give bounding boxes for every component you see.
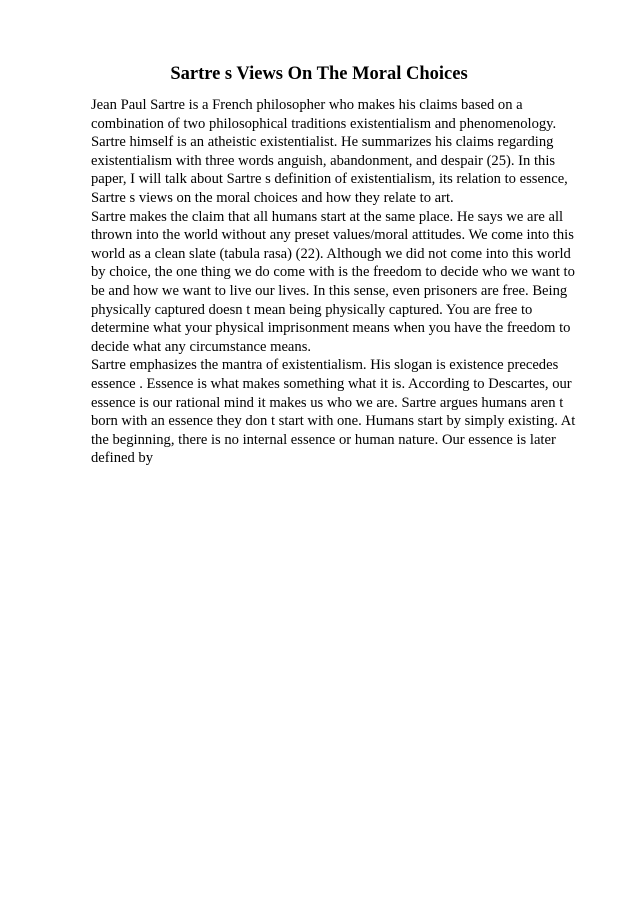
text-line: decide what any circumstance means. bbox=[91, 338, 312, 355]
text-line: paper, I will talk about Sartre s definition of existentialism, its relation to essence, bbox=[91, 171, 568, 188]
text-line: world as a clean slate (tabula rasa) (22). Although we did not come into this world bbox=[91, 245, 571, 262]
text-line: determine what your physical imprisonment means when you have the freedom to bbox=[91, 320, 571, 337]
text-line: Sartre himself is an atheistic existentialist. He summarizes his claims regarding bbox=[91, 134, 554, 151]
text-line: physically captured doesn t mean being physically captured. You are free to bbox=[91, 301, 533, 318]
text-line: Sartre emphasizes the mantra of existentialism. His slogan is existence precedes bbox=[91, 357, 559, 374]
text-line: born with an essence they don t start with one. Humans start by simply existing. At bbox=[91, 413, 576, 430]
text-line: combination of two philosophical traditions existentialism and phenomenology. bbox=[91, 115, 557, 132]
text-line: thrown into the world without any preset values/moral attitudes. We come into this bbox=[91, 227, 574, 244]
text-line: essence is our rational mind it makes us who we are. Sartre argues humans aren t bbox=[91, 394, 564, 411]
body-text bbox=[91, 96, 576, 468]
text-line: Jean Paul Sartre is a French philosopher who makes his claims based on a bbox=[91, 97, 523, 113]
text-line: Sartre makes the claim that all humans start at the same place. He says we are all bbox=[91, 208, 564, 225]
page-title: Sartre s Views On The Moral Choices bbox=[170, 64, 468, 84]
text-line: essence . Essence is what makes something what it is. According to Descartes, our bbox=[91, 375, 572, 392]
text-line: existentialism with three words anguish, abandonment, and despair (25). In this bbox=[91, 152, 556, 169]
text-line: the beginning, there is no internal essence or human nature. Our essence is later bbox=[91, 431, 556, 448]
text-line: Sartre s views on the moral choices and how they relate to art. bbox=[91, 189, 454, 206]
text-line: by choice, the one thing we do come with is the freedom to decide who we want to bbox=[91, 264, 575, 281]
text-line: defined by bbox=[91, 450, 154, 467]
text-line: be and how we want to live our lives. In this sense, even prisoners are free. Being bbox=[91, 282, 568, 299]
